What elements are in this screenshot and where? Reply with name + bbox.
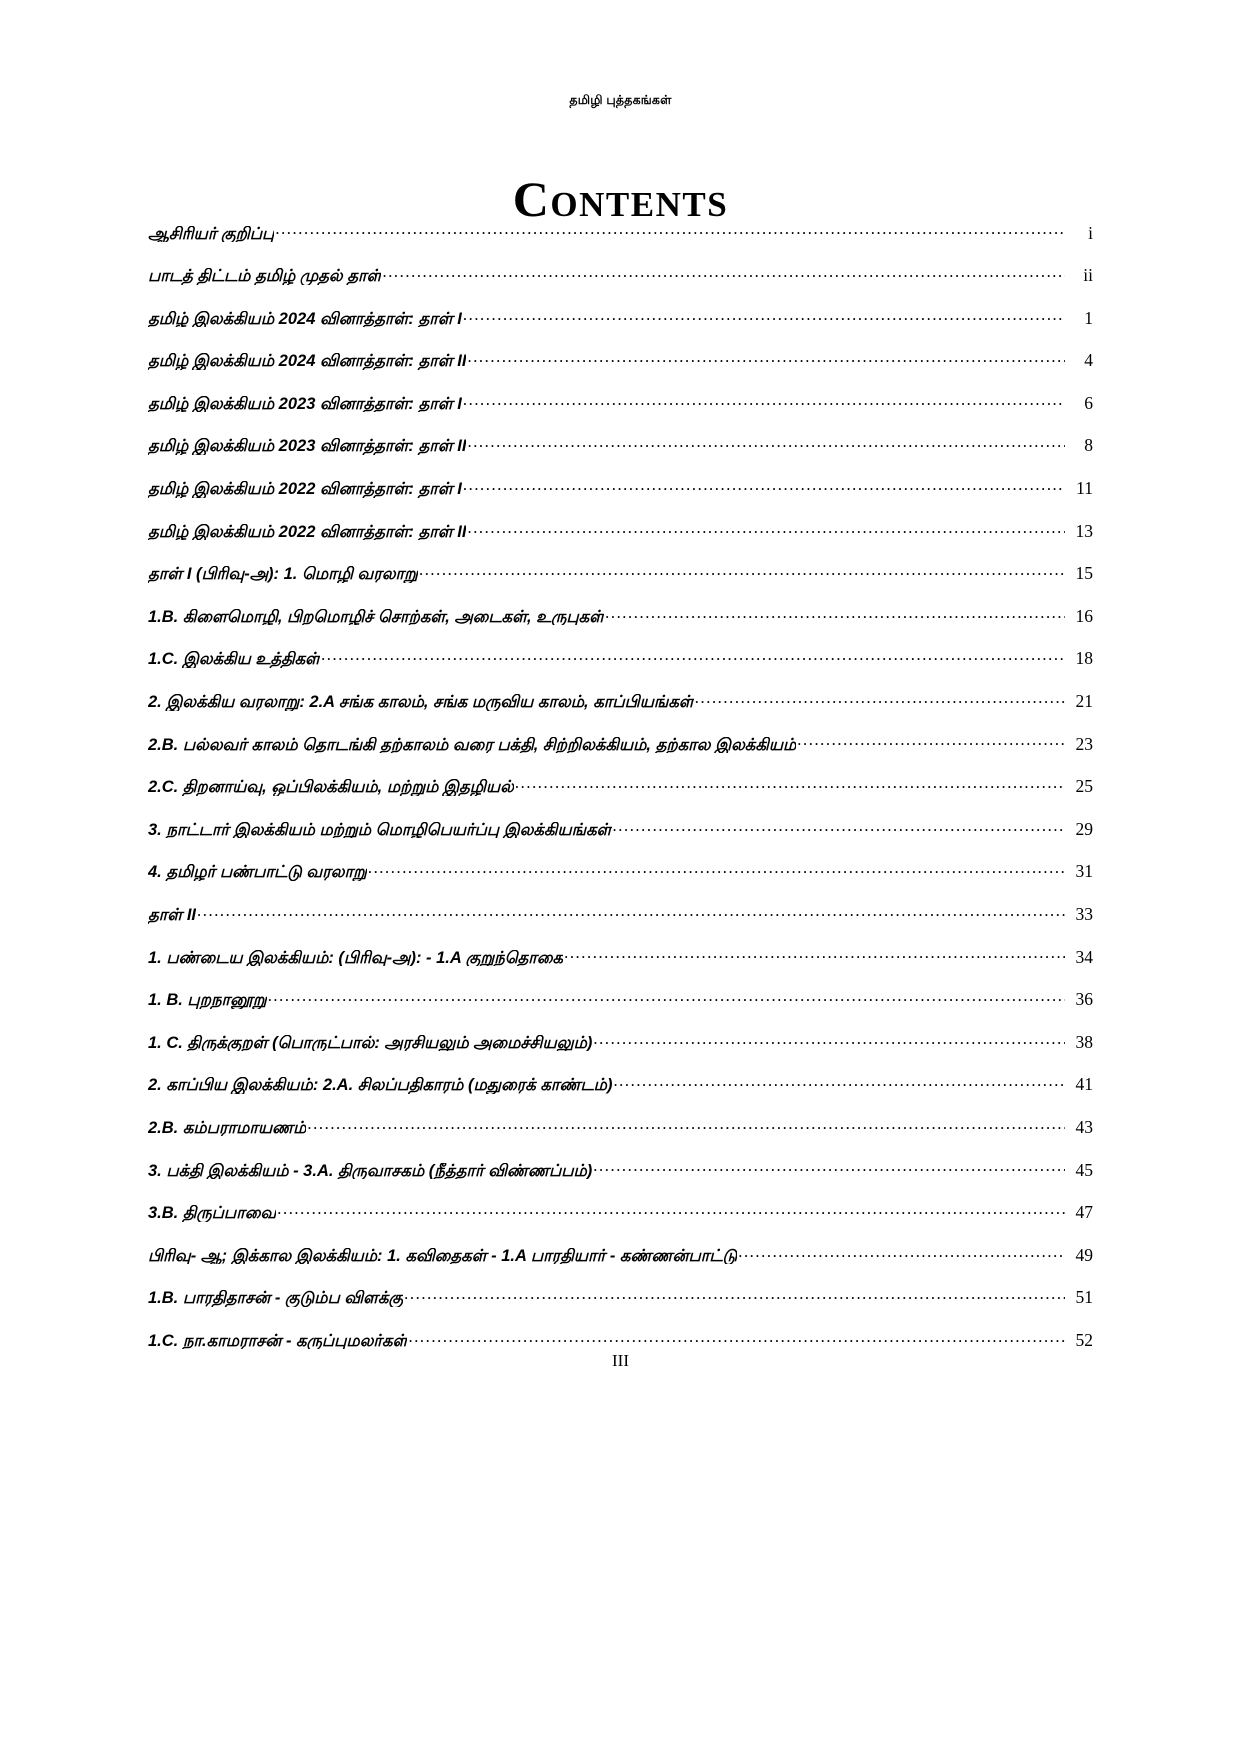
toc-leader-dots: [408, 1329, 1065, 1346]
toc-entry[interactable]: [148, 989, 1093, 1009]
toc-entry[interactable]: [148, 1159, 1093, 1179]
toc-entry-title: 3.B. திருப்பாவை: [148, 1205, 277, 1222]
toc-leader-dots: [307, 1116, 1065, 1133]
toc-entry-page-number: 51: [1075, 1287, 1093, 1308]
toc-entry[interactable]: [148, 648, 1093, 668]
toc-entry-page-number: 25: [1075, 776, 1093, 797]
toc-entry-title: தமிழ் இலக்கியம் 2022 வினாத்தாள்: தாள் II: [148, 523, 467, 541]
toc-entry-title: 3. நாட்டார் இலக்கியம் மற்றும் மொழிபெயர்ப்பு இலக்கியங்கள்: [148, 821, 612, 839]
toc-entry[interactable]: [148, 904, 1093, 924]
toc-entry[interactable]: [148, 392, 1093, 412]
toc-entry-title: 4. தமிழர் பண்பாட்டு வரலாறு: [148, 864, 367, 881]
toc-leader-dots: [463, 307, 1065, 324]
toc-leader-dots: [515, 776, 1065, 793]
toc-entry-page-number: 34: [1075, 946, 1093, 967]
toc-entry-title: 2. இலக்கிய வரலாறு: 2.A சங்க காலம், சங்க மருவிய காலம், காப்பியங்கள்: [148, 694, 694, 711]
toc-entry[interactable]: [148, 520, 1093, 540]
toc-entry[interactable]: [148, 1244, 1093, 1264]
page-number-footer: III: [612, 1351, 629, 1370]
toc-entry[interactable]: [148, 478, 1093, 498]
toc-leader-dots: [419, 563, 1065, 580]
toc-entry-page-number: 8: [1084, 435, 1093, 456]
toc-leader-dots: [463, 478, 1065, 495]
toc-entry-page-number: 1: [1084, 307, 1093, 328]
toc-entry-page-number: 11: [1076, 478, 1093, 499]
toc-entry-title: 1.C. இலக்கிய உத்திகள்: [148, 651, 321, 668]
toc-entry[interactable]: [148, 265, 1093, 285]
toc-leader-dots: [738, 1244, 1065, 1261]
toc-entry-title: தமிழ் இலக்கியம் 2023 வினாத்தாள்: தாள் II: [148, 438, 467, 455]
toc-entry-title: 2. காப்பிய இலக்கியம்: 2.A. சிலப்பதிகாரம் (மதுரைக் காண்டம்): [148, 1077, 613, 1094]
toc-entry[interactable]: [148, 861, 1093, 881]
toc-entry-page-number: 31: [1075, 861, 1093, 882]
page-title: Contents: [512, 170, 729, 227]
toc-entry-title: ஆசிரியர் குறிப்பு: [148, 225, 275, 242]
toc-entry-title: பாடத் திட்டம் தமிழ் முதல் தாள்: [148, 268, 382, 285]
toc-entry-page-number: 18: [1075, 648, 1093, 669]
running-header: தமிழி புத்தகங்கள்: [569, 93, 672, 107]
toc-leader-dots: [797, 733, 1065, 750]
toc-entry-page-number: 16: [1075, 605, 1093, 626]
toc-entry[interactable]: [148, 776, 1093, 796]
table-of-contents: [148, 222, 1093, 1372]
toc-entry[interactable]: [148, 691, 1093, 711]
toc-entry-page-number: i: [1088, 222, 1093, 243]
toc-entry[interactable]: [148, 1074, 1093, 1094]
toc-entry[interactable]: [148, 222, 1093, 242]
toc-leader-dots: [593, 1159, 1065, 1176]
toc-leader-dots: [467, 520, 1065, 537]
toc-entry-page-number: 52: [1075, 1329, 1093, 1350]
toc-entry[interactable]: [148, 1202, 1093, 1222]
toc-leader-dots: [467, 435, 1065, 452]
toc-entry[interactable]: [148, 1287, 1093, 1307]
toc-leader-dots: [613, 818, 1065, 835]
toc-entry[interactable]: [148, 1031, 1093, 1051]
toc-entry-page-number: 38: [1075, 1031, 1093, 1052]
toc-entry-page-number: 43: [1075, 1116, 1093, 1137]
toc-entry-title: தமிழ் இலக்கியம் 2024 வினாத்தாள்: தாள் II: [148, 353, 467, 370]
toc-entry-page-number: 36: [1075, 989, 1093, 1010]
toc-leader-dots: [382, 265, 1065, 282]
toc-entry-title: தமிழ் இலக்கியம் 2022 வினாத்தாள்: தாள் I: [148, 481, 462, 498]
toc-entry-page-number: 6: [1084, 392, 1093, 413]
toc-entry-page-number: 21: [1075, 691, 1093, 712]
toc-entry-title: 1. பண்டைய இலக்கியம்: (பிரிவு-அ): - 1.A குறுந்தொகை: [148, 949, 564, 967]
toc-leader-dots: [613, 1074, 1065, 1091]
toc-entry-page-number: 4: [1084, 350, 1093, 371]
toc-entry[interactable]: [148, 1329, 1093, 1349]
toc-entry-page-number: 41: [1075, 1074, 1093, 1095]
toc-entry[interactable]: [148, 563, 1093, 583]
toc-entry-title: பிரிவு- ஆ; இக்கால இலக்கியம்: 1. கவிதைகள் - 1.A பாரதியார் - கண்ணன்பாட்டு: [148, 1247, 738, 1265]
toc-leader-dots: [593, 1031, 1065, 1048]
toc-entry-title: 2.B. பல்லவர் காலம் தொடங்கி தற்காலம் வரை பக்தி, சிற்றிலக்கியம், தற்கால இலக்கியம்: [148, 736, 797, 754]
toc-entry-title: 3. பக்தி இலக்கியம் - 3.A. திருவாசகம் (நீத்தார் விண்ணப்பம்): [148, 1162, 593, 1180]
toc-entry-title: 1. B. புறநானூறு: [148, 992, 267, 1009]
toc-leader-dots: [275, 222, 1065, 239]
toc-entry-title: தமிழ் இலக்கியம் 2023 வினாத்தாள்: தாள் I: [148, 395, 462, 413]
toc-entry-title: 2.B. கம்பராமாயணம்: [148, 1119, 307, 1137]
toc-leader-dots: [463, 392, 1065, 409]
toc-entry[interactable]: [148, 350, 1093, 370]
toc-entry-title: 1.B. கிளைமொழி, பிறமொழிச் சொற்கள், அடைகள், உருபுகள்: [148, 608, 605, 626]
toc-leader-dots: [197, 904, 1065, 921]
toc-entry[interactable]: [148, 818, 1093, 838]
toc-entry[interactable]: [148, 733, 1093, 753]
toc-leader-dots: [564, 946, 1065, 963]
toc-entry-page-number: 47: [1075, 1202, 1093, 1223]
toc-entry[interactable]: [148, 307, 1093, 327]
toc-leader-dots: [404, 1287, 1065, 1304]
toc-entry-page-number: 23: [1075, 733, 1093, 754]
toc-entry[interactable]: [148, 1116, 1093, 1136]
toc-entry-page-number: 49: [1075, 1244, 1093, 1265]
toc-entry-page-number: 45: [1075, 1159, 1093, 1180]
toc-entry-page-number: ii: [1083, 265, 1093, 286]
toc-leader-dots: [695, 691, 1065, 708]
toc-entry-title: 1.C. நா.காமராசன் - கருப்புமலர்கள்: [148, 1332, 408, 1350]
toc-entry-page-number: 15: [1075, 563, 1093, 584]
toc-entry[interactable]: [148, 605, 1093, 625]
toc-entry-title: 2.C. திறனாய்வு, ஒப்பிலக்கியம், மற்றும் இதழியல்: [148, 779, 514, 796]
toc-entry-title: தாள் II: [148, 907, 197, 924]
toc-entry-page-number: 13: [1075, 520, 1093, 541]
toc-entry[interactable]: [148, 435, 1093, 455]
toc-entry-title: 1.B. பாரதிதாசன் - குடும்ப விளக்கு: [148, 1290, 404, 1307]
toc-leader-dots: [321, 648, 1065, 665]
toc-entry-title: 1. C. திருக்குறள் (பொருட்பால்: அரசியலும் அமைச்சியலும்): [148, 1034, 593, 1052]
toc-leader-dots: [368, 861, 1065, 878]
toc-leader-dots: [268, 989, 1065, 1006]
toc-entry-page-number: 29: [1075, 818, 1093, 839]
toc-leader-dots: [277, 1202, 1065, 1219]
toc-entry-title: தமிழ் இலக்கியம் 2024 வினாத்தாள்: தாள் I: [148, 310, 462, 328]
toc-leader-dots: [467, 350, 1065, 367]
toc-leader-dots: [605, 605, 1065, 622]
toc-entry-title: தாள் I (பிரிவு-அ): 1. மொழி வரலாறு: [148, 566, 418, 583]
toc-entry-page-number: 33: [1075, 904, 1093, 924]
toc-entry[interactable]: [148, 946, 1093, 966]
